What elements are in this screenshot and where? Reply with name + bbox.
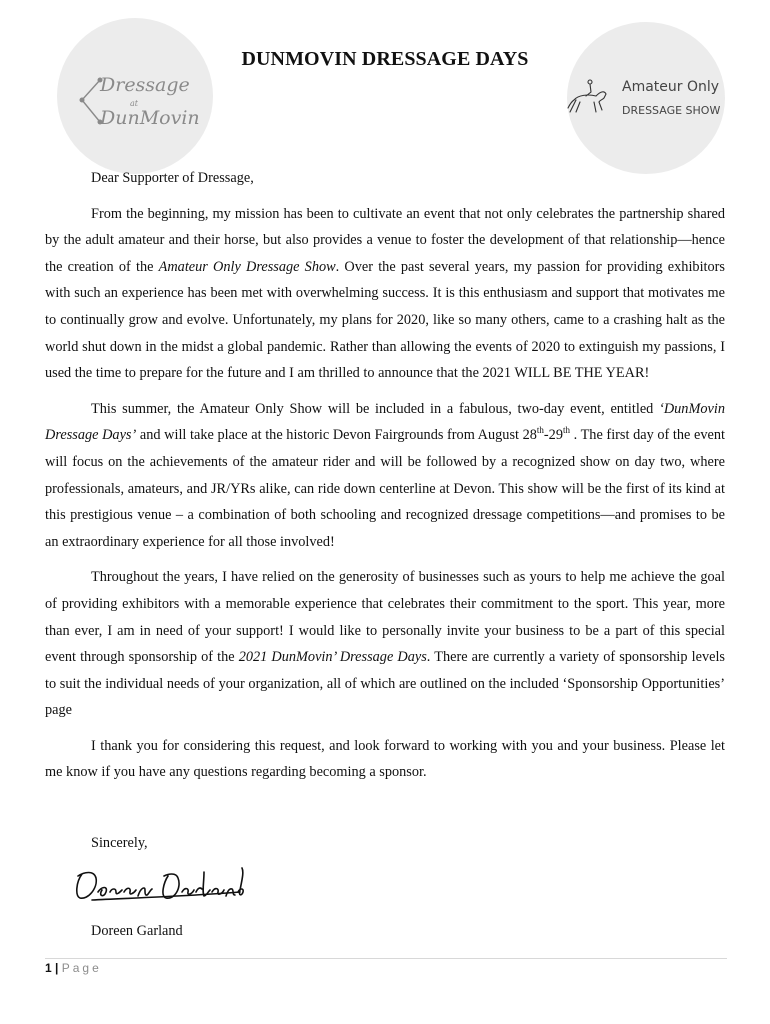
closing: Sincerely,	[91, 835, 148, 851]
paragraph-2	[45, 396, 725, 556]
horse-and-rider-icon	[566, 78, 616, 116]
paragraph-2-text-c: -29	[543, 427, 563, 444]
paragraph-1-text-b: . Over the past several years, my passion for providing exhibitors with such an experience has been met with overwhelming success. It is this enthusiasm and support that motivates me to continually grow and evolve. Unfortunately, my plans for 2020, like so many others, came to a crashing halt as the world shut down in the midst a global pandemic. Rather than allowing the events of 2020 to extinguish my passions, I used the time to prepare for the future and I am thrilled to announce that the 2021 WILL BE THE YEAR!	[45, 258, 725, 382]
sponsorship-event-title: 2021 DunMovin’ Dressage Days	[238, 649, 427, 666]
paragraph-2-text-d: . The first day of the event will focus on the achievements of the amateur rider and will be followed by a recognized show on day two, where professionals, amateurs, and JR/YRs alike, can ride down centerline at Devon. This show will be the first of its kind at this prestigious venue – a combination of both schooling and recognized dressage competitions—and promises to be an extraordinary experience for all those involved!	[45, 427, 725, 550]
logo-left-line2: at	[130, 99, 138, 108]
letter-body	[45, 165, 725, 786]
signature-image	[72, 862, 247, 908]
logo-left-line1: Dressage	[100, 74, 190, 96]
paragraph-4: I thank you for considering this request, and look forward to working with you and your business. Please let me know if you have any questions regarding becoming a sponsor.	[45, 737, 725, 781]
page-title: DUNMOVIN DRESSAGE DAYS	[241, 48, 529, 70]
paragraph-1	[45, 201, 725, 387]
page-footer	[45, 961, 102, 975]
logo-right-line1: Amateur Only	[622, 79, 720, 95]
logo-right-line2: DRESSAGE SHOW	[622, 104, 721, 117]
footer-divider	[45, 958, 727, 959]
paragraph-2-text-b: and will take place at the historic Devon Fairgrounds from August 28	[136, 427, 537, 444]
paragraph-3-text-a: Throughout the years, I have relied on the generosity of businesses such as yours to help me achieve the goal of providing exhibitors with a memorable experience that celebrates their commitment to the sport. This year, more than ever, I am in need of your support! I would like to personally invite your business to be a part of this special event through sponsorship of the	[45, 569, 725, 666]
page-number: 1	[45, 961, 52, 975]
ordinal-suffix-1: th	[536, 425, 544, 436]
page-separator: |	[55, 961, 59, 975]
signer-name: Doreen Garland	[91, 923, 183, 939]
amateur-only-show-title: Amateur Only Dressage Show	[158, 258, 336, 275]
logo-left-line3: DunMovin	[100, 107, 200, 129]
paragraph-2-text-a: This summer, the Amateur Only Show will be included in a fabulous, two-day event, entitled	[91, 400, 660, 417]
ordinal-suffix-2: th	[562, 425, 570, 436]
salutation: Dear Supporter of Dressage,	[91, 170, 254, 186]
event-title: ‘DunMovin Dressage Days’	[45, 400, 725, 444]
paragraph-3	[45, 564, 725, 724]
page-label: Page	[61, 961, 102, 975]
paragraph-3-text-b: . There are currently a variety of sponsorship levels to suit the individual needs of your organization, all of which are outlined on the included ‘Sponsorship Opportunities’ page	[45, 649, 725, 719]
paragraph-1-text-a: From the beginning, my mission has been to cultivate an event that not only celebrates the partnership shared by the adult amateur and their horse, but also provides a venue to foster the development of that relationship—hence the creation of the	[45, 205, 725, 275]
